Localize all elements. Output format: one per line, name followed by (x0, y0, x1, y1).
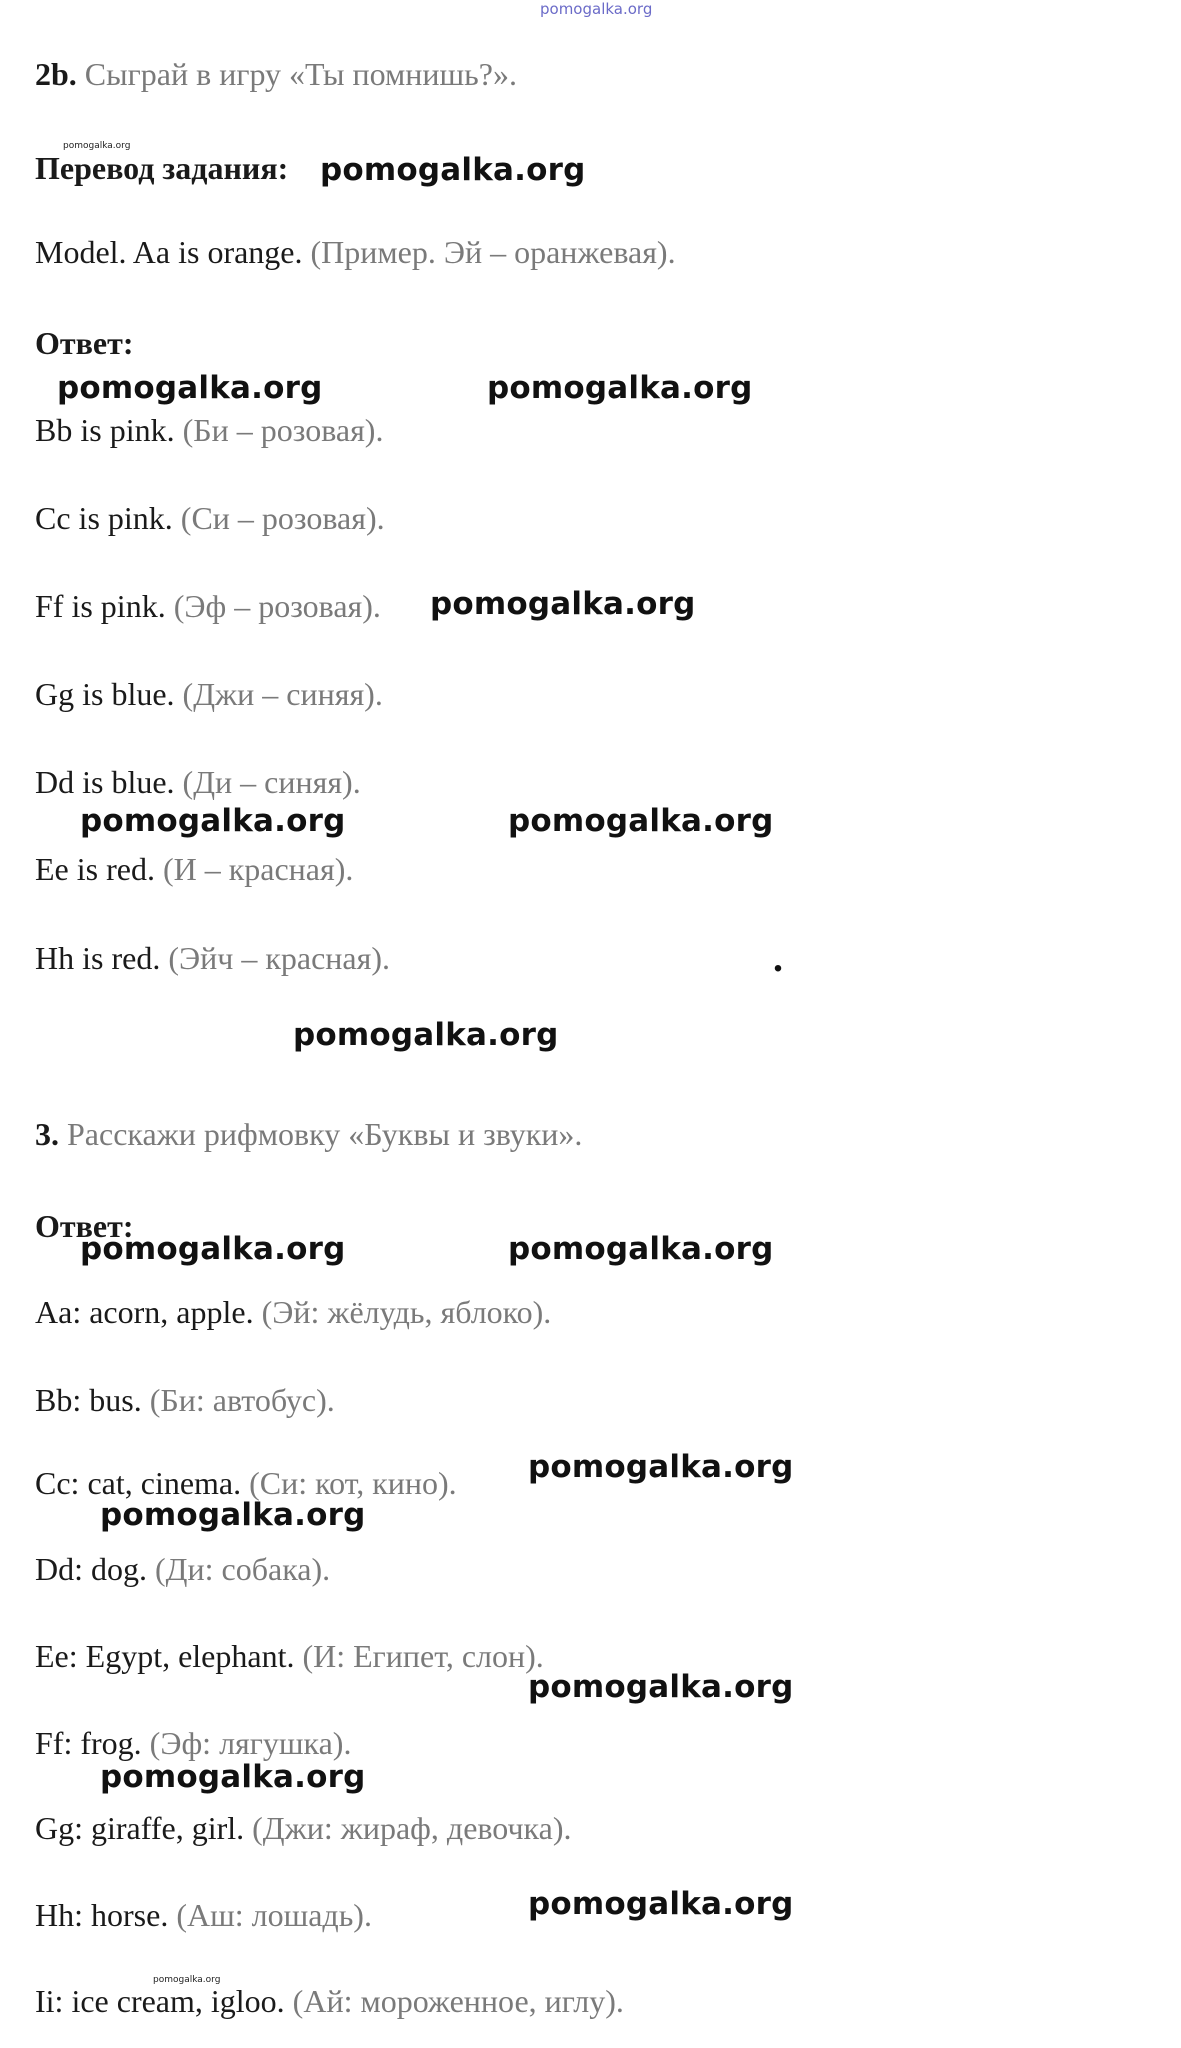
answer-line (35, 766, 361, 798)
answer-en: Ee is red. (35, 851, 155, 887)
answer-ru: (Ай: мороженное, иглу). (292, 1983, 624, 2019)
answer-line (35, 1727, 351, 1759)
watermark: pomogalka.org (100, 1497, 366, 1533)
model-ru: (Пример. Эй – оранжевая). (310, 234, 676, 270)
watermark: pomogalka.org (430, 586, 696, 622)
answer-ru: (Эй: жёлудь, яблоко). (261, 1294, 552, 1330)
answer-line (35, 853, 353, 885)
answer-ru: (Би – розовая). (182, 412, 384, 448)
answer-en: Bb: bus. (35, 1382, 142, 1418)
answer-line (35, 1296, 551, 1328)
answer-ru: (И: Египет, слон). (302, 1638, 544, 1674)
watermark: pomogalka.org (528, 1669, 794, 1705)
watermark: pomogalka.org (57, 370, 323, 406)
watermark: pomogalka.org (508, 803, 774, 839)
answer-en: Dd: dog. (35, 1551, 147, 1587)
answer-en: Aa: acorn, apple. (35, 1294, 254, 1330)
task-number: 3. (35, 1116, 59, 1152)
answer-ru: (Джи: жираф, девочка). (252, 1810, 572, 1846)
answer-en: Bb is pink. (35, 412, 175, 448)
model-line (35, 236, 676, 268)
watermark: pomogalka.org (487, 370, 753, 406)
answer-ru: (Эф – розовая). (173, 588, 381, 624)
answer-en: Gg: giraffe, girl. (35, 1810, 245, 1846)
answer-line (35, 1812, 571, 1844)
translation-heading: Перевод задания: (35, 150, 289, 186)
answer-heading: Ответ: (35, 325, 134, 361)
stray-dot: . (773, 935, 783, 980)
watermark: pomogalka.org (508, 1231, 774, 1267)
answer-en: Ee: Egypt, elephant. (35, 1638, 295, 1674)
answer-en: Ii: ice cream, igloo. (35, 1983, 285, 2019)
answer-line (35, 1985, 624, 2017)
answer-en: Ff is pink. (35, 588, 166, 624)
task-2b (35, 58, 517, 90)
task-number: 2b. (35, 56, 77, 92)
answer-en: Hh: horse. (35, 1897, 169, 1933)
task-text: Сыграй в игру «Ты помнишь?». (84, 56, 517, 92)
task-3 (35, 1118, 582, 1150)
answer-ru: (Эф: лягушка). (149, 1725, 352, 1761)
answer-line (35, 678, 383, 710)
answer-ru: (Си: кот, кино). (249, 1465, 457, 1501)
answer-heading: Ответ: (35, 1208, 134, 1244)
answer-line (35, 502, 385, 534)
answer-ru: (Ди – синяя). (182, 764, 361, 800)
answer-ru: (Ди: собака). (155, 1551, 331, 1587)
answer-en: Ff: frog. (35, 1725, 142, 1761)
watermark: pomogalka.org (100, 1759, 366, 1795)
answer-ru: (Си – розовая). (180, 500, 385, 536)
answer-line (35, 1384, 335, 1416)
answer-en: Dd is blue. (35, 764, 175, 800)
answer-line (35, 1553, 330, 1585)
answer-ru: (И – красная). (162, 851, 354, 887)
tiny-watermark: pomogalka.org (63, 141, 131, 151)
answer-en: Hh is red. (35, 940, 161, 976)
answer-ru: (Би: автобус). (149, 1382, 335, 1418)
watermark: pomogalka.org (293, 1017, 559, 1053)
task-text: Расскажи рифмовку «Буквы и звуки». (67, 1116, 583, 1152)
answer-line (35, 1899, 372, 1931)
watermark: pomogalka.org (80, 803, 346, 839)
answer-en: Gg is blue. (35, 676, 175, 712)
answer-line (35, 1640, 544, 1672)
answer-en: Cc is pink. (35, 500, 173, 536)
tiny-watermark: pomogalka.org (153, 1975, 221, 1985)
watermark: pomogalka.org (528, 1449, 794, 1485)
answer-line (35, 414, 383, 446)
answer-line (35, 942, 390, 974)
answer-ru: (Эйч – красная). (168, 940, 390, 976)
answer-line (35, 590, 381, 622)
answer-ru: (Аш: лошадь). (176, 1897, 372, 1933)
watermark: pomogalka.org (80, 1231, 346, 1267)
watermark: pomogalka.org (528, 1886, 794, 1922)
answer-en: Cc: cat, cinema. (35, 1465, 242, 1501)
answer-line (35, 1467, 457, 1499)
watermark: pomogalka.org (320, 152, 586, 188)
top-watermark: pomogalka.org (540, 0, 653, 18)
model-en: Model. Aa is orange. (35, 234, 303, 270)
answer-ru: (Джи – синяя). (182, 676, 383, 712)
